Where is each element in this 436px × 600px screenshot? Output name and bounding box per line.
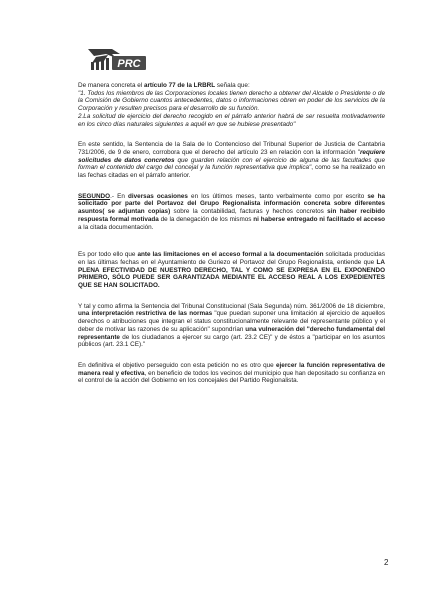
paragraph-tribunal-constitucional: Y tal y como afirma la Sentencia del Tribunal Constitucional (Sala Segunda) núm. 361/2006 de 18 diciembre, una interpretación restrictiva de las normas "que puedan suponer una limitación al ejercicio de aquellos derechos o atribuciones que integran el status constitucionalmente relevante del representante público y el deber de motivar las razones de su aplicación" supondrían una vulneración del "derecho fundamental del representante de los ciudadanos a ejercer su cargo (art. 23.2 CE)" y de éstos a "participar en los asuntos públicos (art. 23.1 CE)." (78, 302, 385, 349)
paragraph-sentencia-cantabria: En este sentido, la Sentencia de la Sala de lo Contencioso del Tribunal Superior de Justicia de Cantabria 731/2006, de 9 de enero, corrobora que el derecho del artículo 23 en relación con la información "requiere solicitudes de datos concretos que guarden relación con el ejercicio de alguna de las facultades que forman el contenido del cargo del concejal y la función representativa que implica", como se ha realizado en las fechas citadas en el párrafo anterior. (78, 141, 385, 180)
paragraph-intro: De manera concreta el artículo 77 de la LRBRL señala que: (78, 82, 250, 89)
prc-logo-text: PRC (117, 58, 141, 70)
paragraph-quote: "1. Todos los miembros de las Corporaciones locales tienen derecho a obtener del Alcalde o Presidente o de la Comisión de Gobierno cuantos antecedentes, datos o informaciones obren en poder de los servicios de la Corporación y resulten precisos para el desarrollo de su función. 2.La solicitud de ejercicio del derecho recogido en el párrafo anterior habrá de ser resuelta motivadamente en los cinco días naturales siguientes a aquél en que se hubiese presentado" (78, 89, 385, 128)
paragraph-segundo: SEGUNDO.- En diversas ocasiones en los últimos meses, tanto verbalmente como por escrito se ha solicitado por parte del Portavoz del Grupo Regionalista información concreta sobre diferentes asuntos( se adjuntan copias) sobre la contabilidad, facturas y hechos concretos sin haber recibido respuesta formal motivada de la denegación de los mismos ni haberse entregado ni facilitado el acceso a la citada documentación. (78, 192, 386, 231)
paragraph-limitaciones: Es por todo ello que ante las limitaciones en el acceso formal a la documentación solicitada producidas en las últimas fechas en el Ayuntamiento de Guriezo el Portavoz del Grupo Regionalista, entiende que LA PLENA EFECTIVIDAD DE NUESTRO DERECHO, TAL Y COMO SE EXPRESA EN EL EXPONENDO PRIMERO, SÓLO PUEDE SER GARANTIZADA MEDIANTE EL ACCESO REAL A LOS EXPEDIENTES QUE SE HAN SOLICITADO. (78, 251, 386, 290)
paragraph-conclusion: En definitiva el objetivo perseguido con esta petición no es otro que ejercer la función representativa de manera real y efectiva, en beneficio de todos los vecinos del municipio que han depositado su confianza en el control de la acción del Gobierno en los concejales del Partido Regionalista. (78, 361, 385, 385)
section-heading-segundo: SEGUNDO (78, 192, 111, 200)
page-number: 2 (384, 558, 389, 567)
document-body (78, 82, 385, 398)
prc-logo (86, 45, 148, 71)
